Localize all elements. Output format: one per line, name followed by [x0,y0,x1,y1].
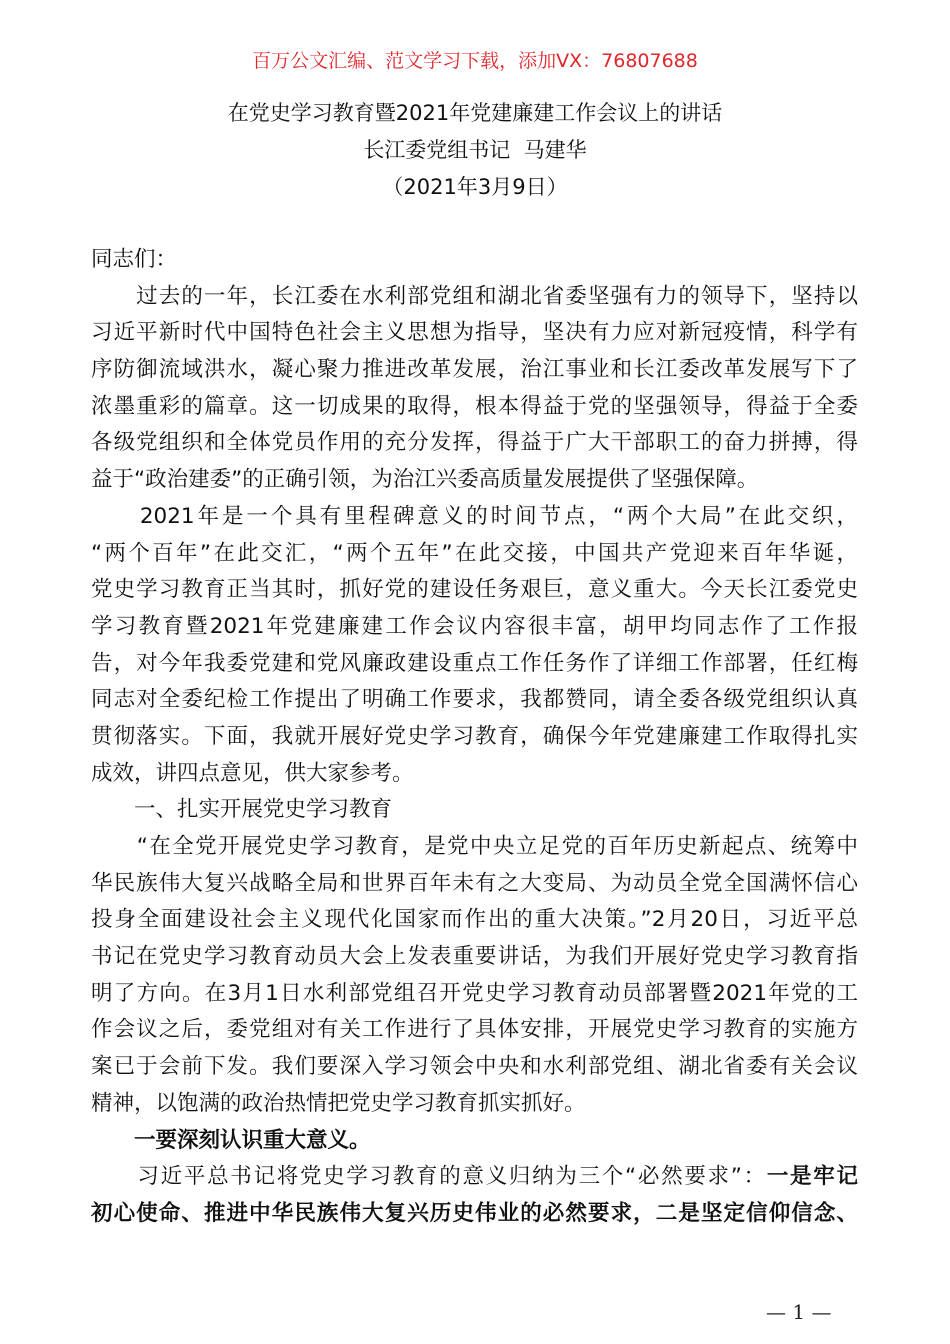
text-segment: 序防御流域洪水，凝心聚力推进改革发展，治江事业和长江委改革发展写下了 [91,357,858,383]
text-line [91,1012,858,1049]
text-line [91,1086,858,1123]
author-line: 长江委党组书记 马建华 [363,138,587,162]
paragraph [91,829,858,1123]
text-line [91,242,858,279]
paragraph [91,499,858,793]
text-segment: 一、扎实开展党史学习教育 [91,797,393,823]
text-line [91,499,858,536]
text-line [91,279,858,316]
text-line [91,352,858,389]
text-segment: 明了方向。在3月1日水利部党组召开党史学习教育动员部署暨2021年党的工 [91,980,858,1006]
text-segment: 贯彻落实。下面，我就开展好党史学习教育，确保今年党建廉建工作取得扎实 [91,723,858,749]
text-line [91,646,858,683]
watermark-text: 百万公文汇编、范文学习下载，添加VX：76807688 [252,50,698,72]
text-line [91,939,858,976]
paragraph [91,242,858,279]
text-line [91,572,858,609]
paragraph [91,1159,858,1232]
text-line [91,462,858,499]
text-line [91,1196,858,1233]
paragraph [91,792,858,829]
text-segment: “两个百年”在此交汇，“两个五年”在此交接，中国共产党迎来百年华诞， [91,540,858,566]
text-segment: 投身全面建设社会主义现代化国家而作出的重大决策。”2月20日，习近平总 [91,907,858,933]
text-segment: 过去的一年，长江委在水利部党组和湖北省委坚强有力的领导下，坚持以 [91,283,858,309]
page-number: — 1 — [766,1300,832,1324]
text-segment: 告，对今年我委党建和党风廉政建设重点工作任务作了详细工作部署，任红梅 [91,650,858,676]
date-line: （2021年3月9日） [382,175,568,199]
text-line [91,315,858,352]
paragraph [91,279,858,499]
text-line [91,902,858,939]
text-line [91,719,858,756]
text-segment: 书记在党史学习教育动员大会上发表重要讲话，为我们开展好党史学习教育指 [91,944,858,970]
paragraph [91,1123,858,1160]
text-segment: 益于“政治建委”的正确引领，为治江兴委高质量发展提供了坚强保障。 [91,467,759,493]
text-segment: 作会议之后，委党组对有关工作进行了具体安排，开展党史学习教育的实施方 [91,1017,858,1043]
text-line [91,792,858,829]
text-segment: 同志对全委纪检工作提出了明确工作要求，我都赞同，请全委各级党组织认真 [91,687,858,713]
bold-text: 一要深刻认识重大意义。 [91,1127,371,1153]
text-line [91,425,858,462]
text-segment: 案已于会前下发。我们要深入学习领会中央和水利部党组、湖北省委有关会议 [91,1054,858,1080]
bold-text: 一是牢记 [766,1164,858,1190]
text-line [91,389,858,426]
text-segment: 2021年是一个具有里程碑意义的时间节点，“两个大局”在此交织， [91,503,858,529]
document-body [91,242,858,1233]
text-line [91,866,858,903]
text-segment: 精神，以饱满的政治热情把党史学习教育抓实抓好。 [91,1090,586,1116]
text-line [91,536,858,573]
text-line [91,609,858,646]
text-line [91,976,858,1013]
text-line [91,1123,858,1160]
text-line [91,829,858,866]
text-segment: 各级党组织和全体党员作用的充分发挥，得益于广大干部职工的奋力拼搏，得 [91,430,858,456]
text-segment: 学习教育暨2021年党建廉建工作会议内容很丰富，胡甲均同志作了工作报 [91,613,858,639]
text-line [91,1159,858,1196]
text-line [91,756,858,793]
text-segment: 华民族伟大复兴战略全局和世界百年未有之大变局、为动员全党全国满怀信心 [91,870,858,896]
document-title: 在党史学习教育暨2021年党建廉建工作会议上的讲话 [227,101,723,125]
text-segment: 同志们： [91,247,178,272]
text-segment: 习近平总书记将党史学习教育的意义归纳为三个“必然要求”： [91,1164,767,1190]
text-segment: 习近平新时代中国特色社会主义思想为指导，坚决有力应对新冠疫情，科学有 [91,320,858,346]
text-segment: 浓墨重彩的篇章。这一切成果的取得，根本得益于党的坚强领导，得益于全委 [91,393,858,419]
text-segment: 党史学习教育正当其时，抓好党的建设任务艰巨，意义重大。今天长江委党史 [91,577,858,603]
text-line [91,682,858,719]
text-segment: “在全党开展党史学习教育，是党中央立足党的百年历史新起点、统筹中 [91,834,858,859]
bold-text: 初心使命、推进中华民族伟大复兴历史伟业的必然要求，二是坚定信仰信念、 [91,1200,858,1226]
text-line [91,1049,858,1086]
text-segment: 成效，讲四点意见，供大家参考。 [91,760,414,786]
